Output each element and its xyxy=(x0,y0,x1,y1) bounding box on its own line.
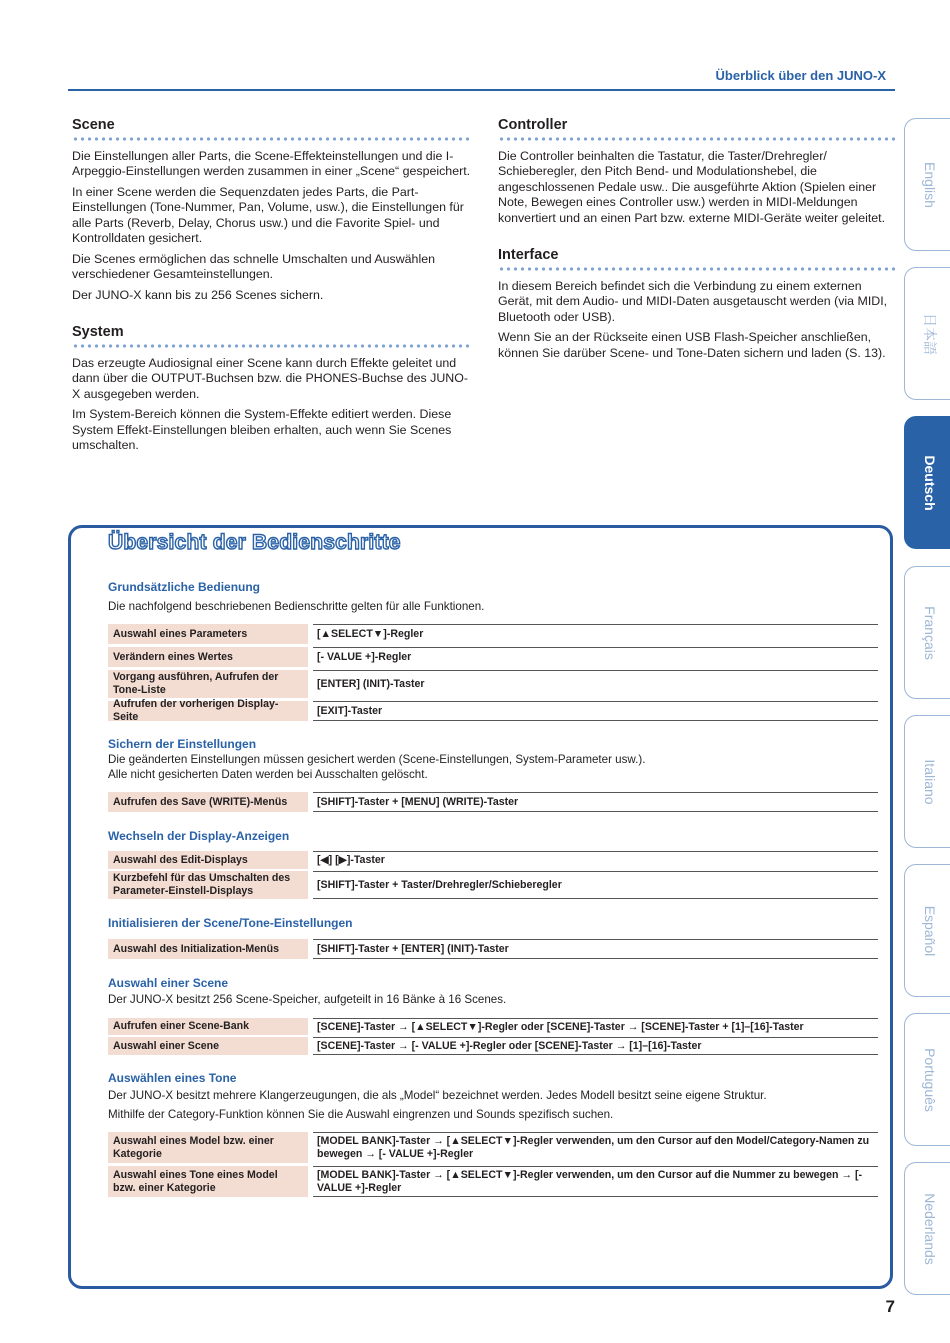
tab-label: Français xyxy=(921,605,938,660)
row-value: [MODEL BANK]-Taster → [▲SELECT▼]-Regler verwenden, um den Cursor auf die Nummer zu bewegen → [- VALUE +]-Regler xyxy=(313,1166,878,1197)
section-interface xyxy=(498,248,898,361)
table-row xyxy=(108,698,878,723)
section-controller xyxy=(498,118,898,226)
tab-portugues[interactable] xyxy=(904,1013,950,1146)
section-heading: System xyxy=(72,324,124,340)
subheading-tone: Auswählen eines Tone xyxy=(108,1071,237,1085)
row-value: [▲SELECT▼]-Regler xyxy=(313,624,878,644)
page-number: 7 xyxy=(885,1297,895,1316)
table-row xyxy=(108,871,878,899)
right-column xyxy=(498,118,898,366)
row-value: [SHIFT]-Taster + [MENU] (WRITE)-Taster xyxy=(313,792,878,812)
tab-label: Português xyxy=(921,1047,938,1112)
paragraph: Im System-Bereich können die System-Effekte editiert werden. Diese System Effekt-Einstellungen bleiben erhalten, auch wenn Sie Scenes umschalten. xyxy=(72,407,452,452)
paragraph: Wenn Sie an der Rückseite einen USB Flash-Speicher anschließen, können Sie darüber Scene- und Tone-Daten sichern und laden (S. 13). xyxy=(498,330,886,360)
row-value: [SHIFT]-Taster + Taster/Drehregler/Schieberegler xyxy=(313,871,878,899)
paragraph: Die Scenes ermöglichen das schnelle Umschalten und Auswählen verschiedener Gesamteinstellungen. xyxy=(72,251,435,281)
row-label: Auswahl des Initialization-Menüs xyxy=(108,939,308,959)
table-row xyxy=(108,1018,878,1035)
row-value: [SCENE]-Taster → [- VALUE +]-Regler oder [SCENE]-Taster → [1]–[16]-Taster xyxy=(313,1037,878,1055)
tab-label: Nederlands xyxy=(921,1192,938,1265)
description: Die nachfolgend beschriebenen Bedienschritte gelten für alle Funktionen. xyxy=(108,600,485,613)
row-label: Auswahl eines Model bzw. einer Kategorie xyxy=(108,1132,308,1163)
tab-japanese[interactable] xyxy=(904,267,950,400)
header-rule xyxy=(68,89,895,91)
paragraph: In einer Scene werden die Sequenzdaten jedes Parts, die Part-Einstellungen (Tone-Nummer, Pan, Volume, usw.), die Einstellungen für alle Parts (Reverb, Delay, Chorus usw.) und die Favorite Spiel- und Kontrolldaten gesichert. xyxy=(72,184,464,245)
row-value: [◀] [▶]-Taster xyxy=(313,851,878,869)
subheading-basic: Grundsätzliche Bedienung xyxy=(108,580,261,594)
description: Alle nicht gesicherten Daten werden bei Ausschalten gelöscht. xyxy=(108,768,428,781)
row-value: [ENTER] (INIT)-Taster xyxy=(313,670,878,698)
section-heading: Controller xyxy=(498,117,568,133)
row-label: Auswahl einer Scene xyxy=(108,1037,308,1055)
tab-deutsch[interactable] xyxy=(904,416,950,549)
dotted-rule xyxy=(72,344,472,348)
tab-label: English xyxy=(921,161,938,208)
table-row xyxy=(108,939,878,959)
tab-nederlands[interactable] xyxy=(904,1162,950,1295)
description: Der JUNO-X besitzt 256 Scene-Speicher, aufgeteilt in 16 Bänke à 16 Scenes. xyxy=(108,993,507,1006)
section-heading: Interface xyxy=(498,247,559,263)
left-column xyxy=(72,118,472,459)
description: Der JUNO-X besitzt mehrere Klangerzeugungen, die als „Model“ bezeichnet werden. Jedes Modell besitzt seine eigene Struktur. xyxy=(108,1089,767,1102)
row-label: Kurzbefehl für das Umschalten des Parameter-Einstell-Displays xyxy=(108,871,308,899)
tab-label: Italiano xyxy=(921,758,938,805)
paragraph: Das erzeugte Audiosignal einer Scene kann durch Effekte geleitet und dann über die OUTPUT-Buchsen bzw. die PHONES-Buchse des JUNO-X ausgegeben werden. xyxy=(72,355,468,401)
description: Mithilfe der Category-Funktion können Sie die Auswahl eingrenzen und Sounds spezifisch suchen. xyxy=(108,1108,614,1121)
dotted-rule xyxy=(498,137,898,141)
table-row xyxy=(108,851,878,869)
row-label: Aufrufen des Save (WRITE)-Menüs xyxy=(108,792,308,812)
subheading-scene: Auswahl einer Scene xyxy=(108,976,229,990)
paragraph: Die Einstellungen aller Parts, die Scene-Effekteinstellungen und die I-Arpeggio-Einstellungen werden zusammen in einer „Scene“ gespeichert. xyxy=(72,148,471,178)
row-label: Aufrufen einer Scene-Bank xyxy=(108,1018,308,1035)
table-row xyxy=(108,647,878,667)
tab-english[interactable] xyxy=(904,118,950,251)
subheading-display: Wechseln der Display-Anzeigen xyxy=(108,829,290,843)
paragraph: Die Controller beinhalten die Tastatur, die Taster/Drehregler/ Schieberegler, den Pitch Bend- und Modulationshebel, die angeschlossenen Pedale usw.. Die ausgeführte Aktion (Spielen einer Note, Bewegen eines Controller usw.) werden in MIDI-Meldungen konvertiert und an einen Part bzw. externe MIDI-Geräte weiter geleitet. xyxy=(498,148,886,225)
section-scene xyxy=(72,118,472,303)
dotted-rule xyxy=(498,267,898,271)
section-system xyxy=(72,325,472,454)
table-row xyxy=(108,624,878,644)
row-label: Auswahl des Edit-Displays xyxy=(108,851,308,869)
row-value: [MODEL BANK]-Taster → [▲SELECT▼]-Regler verwenden, um den Cursor auf den Model/Category-Namen zu bewegen → [- VALUE +]-Regler xyxy=(313,1132,878,1163)
row-value: [- VALUE +]-Regler xyxy=(313,647,878,667)
row-label: Aufrufen der vorherigen Display-Seite xyxy=(108,701,308,721)
row-value: [EXIT]-Taster xyxy=(313,701,878,721)
tab-francais[interactable] xyxy=(904,566,950,699)
row-value: [SHIFT]-Taster + [ENTER] (INIT)-Taster xyxy=(313,939,878,959)
row-label: Auswahl eines Tone eines Model bzw. einer Kategorie xyxy=(108,1166,308,1197)
tab-label: Español xyxy=(921,905,938,956)
row-label: Verändern eines Wertes xyxy=(108,647,308,667)
paragraph: In diesem Bereich befindet sich die Verbindung zu einem externen Gerät, mit dem Audio- und MIDI-Daten ausgetauscht werden (via MIDI, Bluetooth oder USB). xyxy=(498,278,888,324)
subheading-init: Initialisieren der Scene/Tone-Einstellungen xyxy=(108,916,353,930)
table-row xyxy=(108,1037,878,1055)
table-row xyxy=(108,670,878,698)
table-row xyxy=(108,1166,878,1197)
table-row xyxy=(108,1132,878,1163)
table-row xyxy=(108,792,878,812)
row-value: [SCENE]-Taster → [▲SELECT▼]-Regler oder [SCENE]-Taster → [SCENE]-Taster + [1]–[16]-Taster xyxy=(313,1018,878,1035)
tab-italiano[interactable] xyxy=(904,715,950,848)
tab-label: 日本語 xyxy=(921,312,938,355)
row-label: Auswahl eines Parameters xyxy=(108,624,308,644)
section-heading: Scene xyxy=(72,117,115,133)
tab-label: Deutsch xyxy=(921,454,938,511)
description: Die geänderten Einstellungen müssen gesichert werden (Scene-Einstellungen, System-Parameter usw.). xyxy=(108,753,646,766)
row-label: Vorgang ausführen, Aufrufen der Tone-Liste xyxy=(108,670,308,698)
running-header: Überblick über den JUNO-X xyxy=(715,68,886,83)
tab-espanol[interactable] xyxy=(904,864,950,997)
subheading-save: Sichern der Einstellungen xyxy=(108,737,257,751)
operations-title: Übersicht der Bedienschritte xyxy=(108,531,401,554)
dotted-rule xyxy=(72,137,472,141)
paragraph: Der JUNO-X kann bis zu 256 Scenes sichern. xyxy=(72,287,324,302)
